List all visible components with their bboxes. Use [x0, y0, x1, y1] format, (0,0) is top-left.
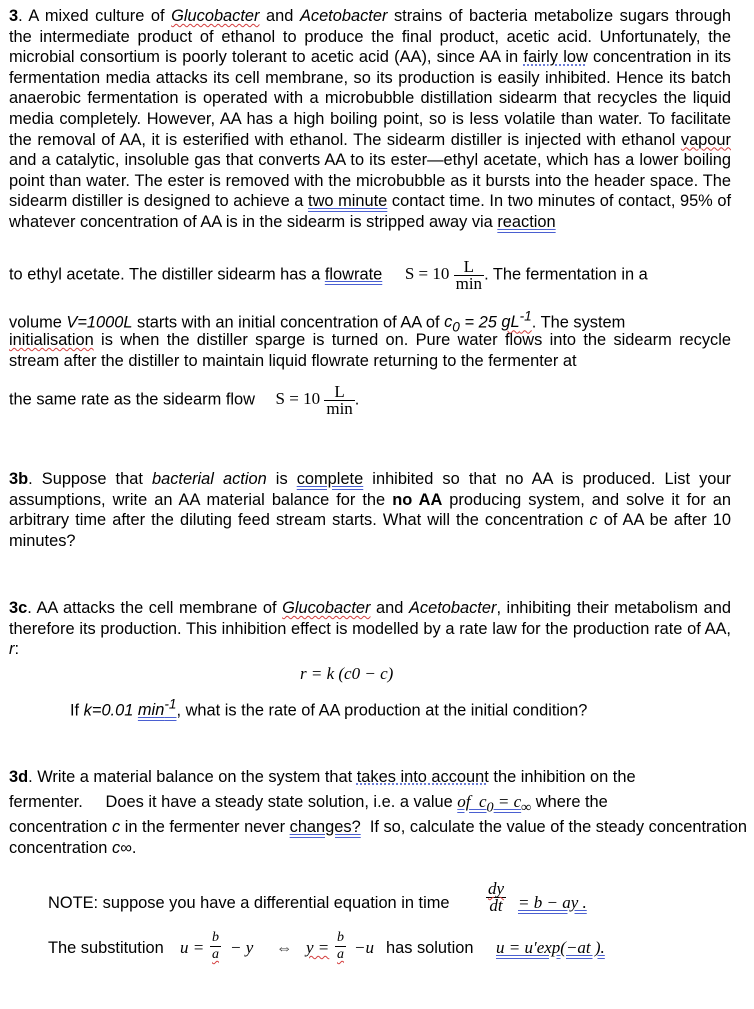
r-symbol: r: [9, 640, 15, 659]
q3d-label: 3d: [9, 768, 29, 786]
c-symbol: c: [589, 511, 598, 530]
q3b-paragraph: 3b. Suppose that bacterial action is complete inhibited so that no AA is produced. List your assumptions, write an AA material balance for the no AA producing system, and solve it for an arbitrary time after the diluting feed stream starts. What will the concentration c of AA be after 10 minutes?: [9, 470, 732, 550]
b-over-a-fraction: $\frac{b}{a}$: [212, 930, 219, 962]
c0-unit: $gL^{-1}$: [501, 309, 532, 332]
vapour-term: vapour: [680, 130, 731, 149]
takes-into-account-term: takes into account: [356, 768, 489, 786]
glucobacter-term-2: Glucobacter: [282, 599, 371, 617]
bacterial-action-term: bacterial action: [151, 470, 267, 488]
no-aa-term: no AA: [392, 490, 443, 509]
complete-term: complete: [296, 470, 364, 488]
q3-same-rate-line: the same rate as the sidearm flow S = 10 $\frac{L}{\min}$ .: [9, 382, 360, 418]
q3d-line-2: fermenter. Does it have a steady state solution, i.e. a value of $c_0 = c_\infty$ where the: [9, 792, 608, 816]
initialisation-term: initialisation: [9, 331, 94, 349]
ode-rhs: = b − ay .: [518, 893, 587, 912]
q3d-line-4: concentration c∞.: [9, 839, 137, 857]
sidearm-flow-equation-2: S = 10 $\frac{L}{\min}$: [275, 382, 353, 418]
flowrate-term: flowrate: [324, 265, 383, 284]
q3c-label: 3c: [9, 599, 28, 617]
flow-unit-fraction: $\frac{L}{\min}$: [455, 257, 483, 293]
q3d-line-3: concentration c in the fermenter never changes? If so, calculate the value of the steady concentration: [9, 818, 752, 836]
flow-unit-fraction-2: $\frac{L}{\min}$: [326, 382, 353, 418]
u-substitution: u =: [180, 938, 205, 957]
q3-number: 3: [9, 7, 19, 25]
q3-flowrate-line: to ethyl acetate. The distiller sidearm has a flowrate S = 10 $\frac{L}{\min}$ . The fermentation in a: [9, 257, 648, 293]
q3c-paragraph: 3c. AA attacks the cell membrane of Glucobacter and Acetobacter, inhibiting their metabolism and therefore its production. This inhibition effect is modelled by a rate law for the production rate of AA, r:: [9, 599, 731, 659]
k-value: k=0.01: [83, 701, 138, 720]
sidearm-flow-equation: S = 10 $\frac{L}{\min}$: [404, 257, 483, 293]
k-unit: $\min^{-1}$: [137, 697, 177, 720]
glucobacter-term: Glucobacter: [171, 7, 260, 25]
q3d-line-1: 3d. Write a material balance on the system that takes into account the inhibition on the: [9, 768, 636, 786]
q3b-label: 3b: [9, 470, 29, 488]
q3-paragraph: 3. A mixed culture of Glucobacter and Acetobacter strains of bacteria metabolize sugars through the intermediate product of ethanol to produce the final product, acetic acid. Unfortunately, the microbial consortium is poorly tolerant to acetic acid (AA), since AA in fairly low concentration in its fermentation media attacks its cell membrane, so its production is easily inhibited. Hence its batch anaerobic fermentation is operated with a microbubble distillation sidearm that recycles the liquid media completely. However, AA has a high boiling point, so is less volatile than water. To facilitate the removal of AA, it is esterified with ethanol. The sidearm distiller is injected with ethanol vapour and a catalytic, insoluble gas that converts AA to its ester—ethyl acetate, which has a lower boiling point than water. The ester is removed with the microbubble as it bursts into the header space. The sidearm distiller is designed to achieve a two minute contact time. In two minutes of contact, 95% of whatever concentration of AA is in the sidearm is stripped away via reaction: [9, 7, 732, 231]
two-minute-term: two minute: [308, 192, 388, 211]
q3c-question-line: If k=0.01 $\min^{-1}$, what is the rate of AA production at the initial condition?: [70, 697, 588, 720]
reaction-term: reaction: [497, 212, 556, 231]
q3-initialisation-text: initialisation is when the distiller sparge is turned on. Pure water flows into the sidearm recycle stream after the distiller to maintain liquid flowrate returning to the fermenter at: [9, 331, 731, 370]
c-inf-symbol: c∞: [111, 839, 132, 857]
iff-symbol: ⇔: [276, 939, 293, 957]
dy-dt-fraction: $\frac{dy}{dt}$: [488, 879, 505, 915]
b-over-a-fraction-2: $\frac{b}{a}$: [337, 930, 344, 962]
changes-term: changes?: [289, 818, 361, 836]
steady-concentration-label: concentration: [9, 839, 112, 857]
y-substitution: y =: [306, 938, 330, 957]
note-line-1: NOTE: suppose you have a differential equation in time $\frac{dy}{dt}$ = b − ay .: [48, 879, 587, 915]
c0-equals-cinf: of $c_0 = c_\infty$: [457, 792, 532, 816]
c-symbol-2: c: [111, 818, 121, 836]
ode-solution: u = u′exp(−at ).: [496, 938, 605, 957]
acetobacter-term-2: Acetobacter: [408, 599, 497, 617]
acetobacter-term: Acetobacter: [299, 7, 388, 25]
rate-law-equation: r = k (c0 − c): [300, 664, 394, 683]
volume-value: V=1000L: [66, 313, 133, 332]
fairly-low-term: fairly low: [523, 48, 588, 67]
note-line-2: The substitution u = $\frac{b}{a}$ − y ⇔ y = $\frac{b}{a}$ −u has solution u = u′exp(−at ).: [48, 930, 605, 962]
c0-symbol: $c_0$: [444, 313, 460, 335]
q3-volume-line: volume V=1000L starts with an initial concentration of AA of $c_0 = 25$ $gL^{-1}$. The system: [9, 309, 626, 335]
